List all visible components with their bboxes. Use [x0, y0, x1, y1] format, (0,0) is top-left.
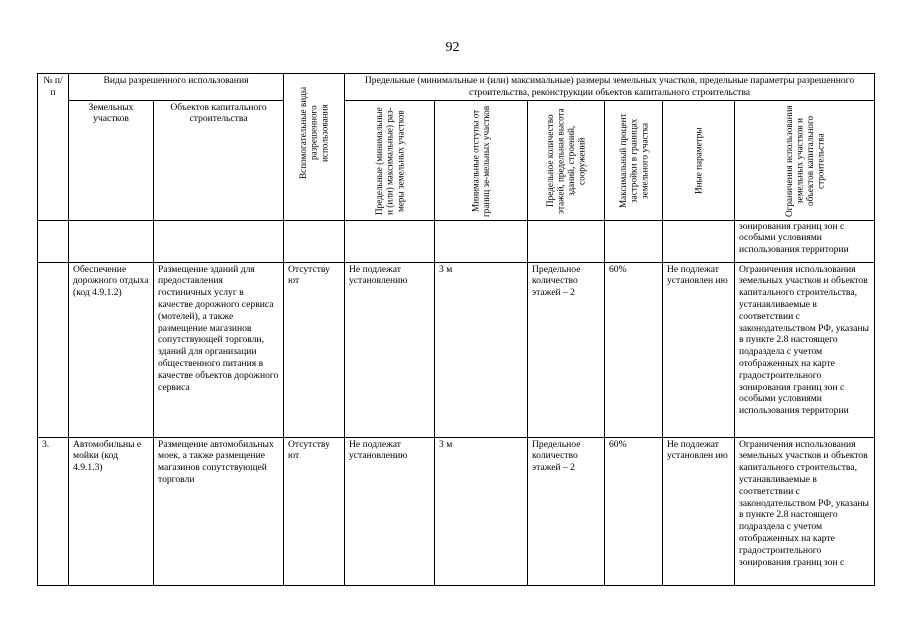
header-restrictions: Ограничения использования земельных участков и объектов капитального строительства — [735, 100, 875, 220]
cell-capital: Размещение автомобильных моек, а также размещение магазинов сопутствующей торговли — [154, 437, 284, 585]
page-number: 92 — [445, 40, 460, 55]
cell-floors: Предельное количество этажей – 2 — [528, 262, 605, 437]
header-floors: Предельное количество этажей, предельная высота зданий, строений, сооружений — [528, 100, 605, 220]
table-row — [38, 220, 875, 262]
header-land-plots: Земельных участков — [69, 100, 154, 220]
header-num: № п/п — [38, 74, 69, 221]
table-row — [38, 262, 875, 437]
cell-coverage — [605, 220, 663, 262]
cell-other: Не подлежат установлен ию — [663, 437, 735, 585]
cell-other — [663, 220, 735, 262]
cell-aux: Отсутству ют — [284, 437, 345, 585]
cell-coverage: 60% — [605, 262, 663, 437]
cell-land: Автомобильны е мойки (код 4.9.1.3) — [69, 437, 154, 585]
cell-capital — [154, 220, 284, 262]
cell-restrictions: Ограничения использования земельных участков и объектов капитального строительства, устанавливаемые в соответствии с законодательством РФ, указаны в пункте 2.8 настоящего подраздела с учетом отображенных на карте градостроительного зонирования границ зон с особыми условиями использования территории — [735, 262, 875, 437]
cell-land — [69, 220, 154, 262]
cell-other: Не подлежат установлен ию — [663, 262, 735, 437]
cell-coverage: 60% — [605, 437, 663, 585]
cell-land: Обеспечение дорожного отдыха (код 4.9.1.2) — [69, 262, 154, 437]
cell-floors: Предельное количество этажей – 2 — [528, 437, 605, 585]
zoning-table — [37, 73, 875, 586]
header-other: Иные параметры — [663, 100, 735, 220]
cell-aux — [284, 220, 345, 262]
cell-setback: 3 м — [435, 437, 528, 585]
header-capital-objects: Объектов капитального строительства — [154, 100, 284, 220]
cell-num: 3. — [38, 437, 69, 585]
table-row — [38, 437, 875, 585]
header-coverage: Максимальный процент застройки в границах земельного участка — [605, 100, 663, 220]
cell-setback — [435, 220, 528, 262]
cell-floors — [528, 220, 605, 262]
cell-num — [38, 220, 69, 262]
header-plot-size: Предельные (минимальные и (или) максимальные) раз-меры земельных участков — [345, 100, 435, 220]
cell-capital: Размещение зданий для предоставления гостиничных услуг в качестве дорожного сервиса (мотелей), а также размещение магазинов сопутствующей торговли, зданий для организации общественного питания в качестве объектов дорожного сервиса — [154, 262, 284, 437]
cell-plot — [345, 220, 435, 262]
header-setbacks: Минимальные отступы от границ зе-мельных участков — [435, 100, 528, 220]
header-limits-group: Предельные (минимальные и (или) максимальные) размеры земельных участков, предельные параметры разрешенного строительства, реконструкции объектов капитального строительства — [345, 74, 875, 101]
header-types-group: Виды разрешенного использования — [69, 74, 284, 101]
cell-restrictions: Ограничения использования земельных участков и объектов капитального строительства, устанавливаемые в соответствии с законодательством РФ, указаны в пункте 2.8 настоящего подраздела с учетом отображенных на карте градостроительного зонирования границ зон с — [735, 437, 875, 585]
cell-restrictions: зонирования границ зон с особыми условиями использования территории — [735, 220, 875, 262]
cell-plot: Не подлежат установлению — [345, 262, 435, 437]
cell-num — [38, 262, 69, 437]
header-auxiliary: Вспомогательные виды разрешенного использования — [284, 74, 345, 221]
cell-setback: 3 м — [435, 262, 528, 437]
cell-plot: Не подлежат установлению — [345, 437, 435, 585]
cell-aux: Отсутству ют — [284, 262, 345, 437]
